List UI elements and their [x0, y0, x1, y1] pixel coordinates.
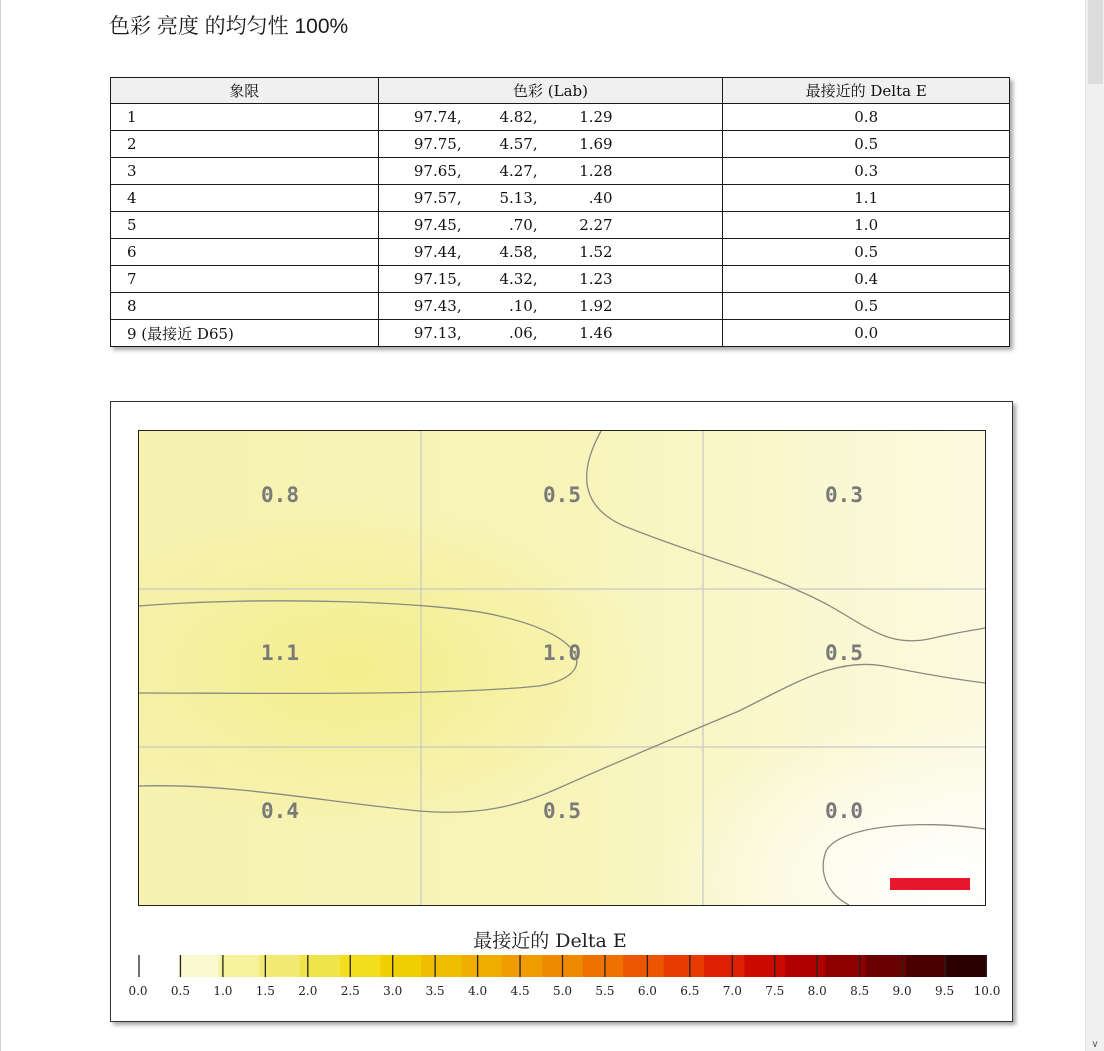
quadrant-cell: 6 — [111, 239, 379, 266]
lab-cell — [378, 158, 723, 185]
header-delta-e: 最接近的 Delta E — [723, 78, 1010, 104]
lab-a-value: 4.58, — [499, 243, 538, 261]
color-scale-tick-label: 8.0 — [807, 984, 827, 998]
table-row — [111, 158, 1010, 185]
color-scale-segment — [421, 955, 462, 977]
table-row — [111, 320, 1010, 347]
color-scale-tick-label: 4.5 — [510, 984, 530, 998]
table-header-row — [111, 78, 1010, 104]
color-scale-tick-label: 7.5 — [765, 984, 785, 998]
color-scale-tick-label: 3.0 — [383, 984, 403, 998]
color-scale-tick-label: 7.0 — [722, 984, 742, 998]
color-scale-tick-label: 3.5 — [425, 984, 445, 998]
color-scale-segment — [704, 955, 745, 977]
lab-l-value: 97.75, — [413, 135, 462, 153]
lab-l-value: 97.74, — [413, 108, 462, 126]
scroll-down-icon[interactable]: ∨ — [1091, 1039, 1099, 1050]
quadrant-cell: 2 — [111, 131, 379, 158]
color-scale-tick-label: 1.5 — [255, 984, 275, 998]
lab-l-value: 97.44, — [413, 243, 462, 261]
lab-cell — [378, 104, 723, 131]
color-scale-tick-label: 2.5 — [340, 984, 360, 998]
lab-b-value: 1.23 — [579, 270, 613, 288]
table-row — [111, 266, 1010, 293]
lab-b-value: 1.46 — [579, 324, 613, 342]
cell-value-label: 0.3 — [825, 483, 863, 508]
color-scale-tick-label: 1.0 — [213, 984, 233, 998]
lab-l-value: 97.57, — [413, 189, 462, 207]
cell-value-label: 0.0 — [825, 799, 863, 824]
cell-value-label: 1.1 — [261, 641, 299, 666]
color-scale-tick-label: 5.5 — [595, 984, 615, 998]
color-scale-segment — [583, 955, 624, 977]
color-scale-bar — [138, 955, 987, 977]
lab-cell — [378, 293, 723, 320]
cell-value-label: 1.0 — [543, 641, 581, 666]
color-scale-tick-label: 0.0 — [128, 984, 148, 998]
table-row — [111, 185, 1010, 212]
color-scale-segment — [381, 955, 422, 977]
cell-value-label: 0.4 — [261, 799, 299, 824]
delta-e-cell: 0.5 — [723, 239, 1010, 266]
quadrant-cell: 5 — [111, 212, 379, 239]
delta-e-cell: 1.1 — [723, 185, 1010, 212]
color-scale-segment — [461, 955, 502, 977]
lab-b-value: .40 — [588, 189, 613, 207]
delta-e-cell: 0.8 — [723, 104, 1010, 131]
color-scale-segment — [623, 955, 664, 977]
table-row — [111, 104, 1010, 131]
color-scale-tick-label: 0.5 — [170, 984, 190, 998]
delta-e-cell: 0.5 — [723, 293, 1010, 320]
table-row — [111, 212, 1010, 239]
cell-value-label: 0.5 — [543, 799, 581, 824]
lab-cell — [378, 266, 723, 293]
delta-e-cell: 0.0 — [723, 320, 1010, 347]
color-scale-segment — [947, 955, 987, 977]
delta-e-cell: 0.5 — [723, 131, 1010, 158]
delta-e-cell: 0.4 — [723, 266, 1010, 293]
color-scale-segment — [866, 955, 907, 977]
lab-cell — [378, 212, 723, 239]
quadrant-cell: 3 — [111, 158, 379, 185]
lab-cell — [378, 185, 723, 212]
vertical-scrollbar[interactable] — [1085, 0, 1104, 1051]
color-scale-tick-label: 9.0 — [892, 984, 912, 998]
scrollbar-thumb[interactable] — [1088, 0, 1103, 84]
color-scale-segment — [744, 955, 785, 977]
window-left-border — [0, 0, 1, 1051]
lab-a-value: 4.82, — [499, 108, 538, 126]
lab-a-value: 4.57, — [499, 135, 538, 153]
quadrant-cell: 8 — [111, 293, 379, 320]
lab-a-value: 4.32, — [499, 270, 538, 288]
heatmap-plot — [138, 430, 986, 906]
table-row — [111, 131, 1010, 158]
color-scale-segment — [785, 955, 826, 977]
color-scale-segment — [300, 955, 341, 977]
lab-b-value: 1.29 — [579, 108, 613, 126]
color-scale-tick-label: 10.0 — [973, 984, 1001, 998]
lab-l-value: 97.15, — [413, 270, 462, 288]
header-quadrant: 象限 — [111, 78, 379, 104]
lab-l-value: 97.13, — [413, 324, 462, 342]
color-scale-tick-label: 6.0 — [637, 984, 657, 998]
color-scale-tick-label: 6.5 — [680, 984, 700, 998]
reference-marker — [890, 878, 970, 890]
table-row — [111, 239, 1010, 266]
quadrant-cell: 1 — [111, 104, 379, 131]
lab-b-value: 2.27 — [579, 216, 613, 234]
lab-b-value: 1.52 — [579, 243, 613, 261]
color-scale-segment — [340, 955, 381, 977]
lab-l-value: 97.65, — [413, 162, 462, 180]
header-lab-color: 色彩 (Lab) — [378, 78, 723, 104]
quadrant-cell: 4 — [111, 185, 379, 212]
color-scale-segment — [138, 955, 179, 977]
cell-value-label: 0.5 — [825, 641, 863, 666]
color-scale-segment — [502, 955, 543, 977]
cell-value-label: 0.8 — [261, 483, 299, 508]
table-row — [111, 293, 1010, 320]
lab-a-value: .06, — [508, 324, 538, 342]
lab-b-value: 1.69 — [579, 135, 613, 153]
lab-cell — [378, 320, 723, 347]
color-scale-tick-label: 8.5 — [850, 984, 870, 998]
cell-value-label: 0.5 — [543, 483, 581, 508]
color-scale-segment — [178, 955, 219, 977]
lab-l-value: 97.43, — [413, 297, 462, 315]
legend-title-text: 最接近的 Delta E — [473, 930, 627, 952]
color-scale-tick-label: 5.0 — [552, 984, 573, 998]
lab-a-value: .70, — [508, 216, 538, 234]
lab-cell — [378, 239, 723, 266]
lab-a-value: .10, — [508, 297, 538, 315]
lab-l-value: 97.45, — [413, 216, 462, 234]
quadrant-table — [110, 77, 1010, 347]
lab-b-value: 1.92 — [579, 297, 613, 315]
quadrant-cell: 9 (最接近 D65) — [111, 320, 379, 347]
color-scale-tick-label: 2.0 — [298, 984, 318, 998]
delta-e-cell: 1.0 — [723, 212, 1010, 239]
heatmap-svg — [139, 431, 985, 905]
lab-a-value: 4.27, — [499, 162, 538, 180]
page-title: 色彩 亮度 的均匀性 100% — [109, 15, 349, 38]
lab-b-value: 1.28 — [579, 162, 613, 180]
color-scale-tick-label: 4.0 — [468, 984, 488, 998]
legend-title — [0, 926, 1104, 953]
quadrant-cell: 7 — [111, 266, 379, 293]
lab-cell — [378, 131, 723, 158]
color-scale-segment — [906, 955, 947, 977]
lab-a-value: 5.13, — [499, 189, 538, 207]
color-scale-segment — [219, 955, 260, 977]
color-scale-segment — [664, 955, 705, 977]
color-scale-tick-label: 9.5 — [935, 984, 955, 998]
delta-e-cell: 0.3 — [723, 158, 1010, 185]
